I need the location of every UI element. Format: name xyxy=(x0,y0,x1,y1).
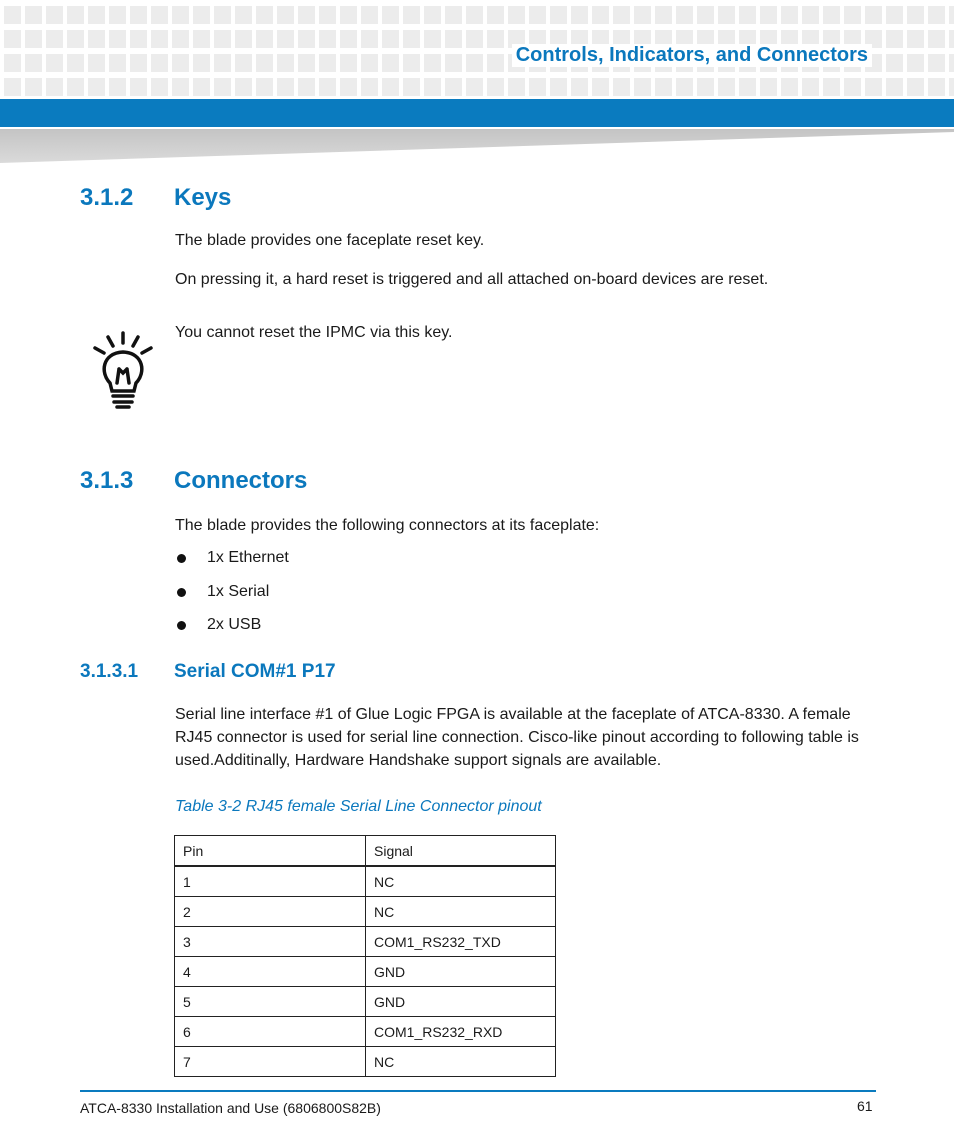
signal-cell: COM1_RS232_TXD xyxy=(366,927,556,957)
table-header-row xyxy=(175,836,556,867)
table-row xyxy=(175,1017,556,1047)
table-row xyxy=(175,897,556,927)
table-row xyxy=(175,927,556,957)
section-heading-keys xyxy=(80,184,231,212)
section-number: 3.1.2 xyxy=(80,184,134,211)
footer-document-title: ATCA-8330 Installation and Use (6806800S82B) xyxy=(80,1100,381,1116)
connectors-intro: The blade provides the following connectors at its faceplate: xyxy=(175,517,600,534)
pin-cell: 1 xyxy=(175,866,366,897)
column-header-signal: Signal xyxy=(366,836,556,867)
pin-cell: 3 xyxy=(175,927,366,957)
pin-cell: 7 xyxy=(175,1047,366,1077)
table-row xyxy=(175,957,556,987)
signal-cell: NC xyxy=(366,866,556,897)
section-heading-connectors xyxy=(80,467,307,495)
list-item-text: 1x Serial xyxy=(207,582,270,600)
header-grey-swoosh xyxy=(0,129,954,163)
keys-paragraph-1: The blade provides one faceplate reset key. xyxy=(175,232,485,249)
pin-cell: 2 xyxy=(175,897,366,927)
section-title: Keys xyxy=(174,184,232,211)
bullet-icon xyxy=(177,588,186,597)
section-title: Serial COM#1 P17 xyxy=(174,661,336,682)
list-item xyxy=(175,546,289,580)
bullet-icon xyxy=(177,621,186,630)
running-header-title: Controls, Indicators, and Connectors xyxy=(512,44,872,67)
table-row xyxy=(175,866,556,897)
list-item-text: 1x Ethernet xyxy=(207,549,289,566)
list-item xyxy=(175,613,289,647)
note-text: You cannot reset the IPMC via this key. xyxy=(175,324,453,341)
pin-cell: 4 xyxy=(175,957,366,987)
pin-cell: 5 xyxy=(175,987,366,1017)
subsection-heading-serial xyxy=(80,661,336,683)
signal-cell: NC xyxy=(366,897,556,927)
section-number: 3.1.3.1 xyxy=(80,661,139,682)
signal-cell: GND xyxy=(366,957,556,987)
signal-cell: NC xyxy=(366,1047,556,1077)
column-header-pin: Pin xyxy=(175,836,366,867)
signal-cell: GND xyxy=(366,987,556,1017)
table-row xyxy=(175,987,556,1017)
list-item xyxy=(175,580,289,614)
lightbulb-icon xyxy=(92,331,154,411)
section-number: 3.1.3 xyxy=(80,467,134,494)
keys-paragraph-2: On pressing it, a hard reset is triggered and all attached on-board devices are reset. xyxy=(175,271,769,288)
section-title: Connectors xyxy=(174,467,308,494)
footer-rule xyxy=(80,1090,876,1092)
bullet-icon xyxy=(177,554,186,563)
serial-paragraph: Serial line interface #1 of Glue Logic FPGA is available at the faceplate of ATCA-8330. A female RJ45 connector is used for serial line connection. Cisco-like pinout according to following table is used.Additinally, Hardware Handshake support signals are available. xyxy=(175,706,859,769)
signal-cell: COM1_RS232_RXD xyxy=(366,1017,556,1047)
pin-cell: 6 xyxy=(175,1017,366,1047)
table-row xyxy=(175,1047,556,1077)
table-caption: Table 3-2 RJ45 female Serial Line Connector pinout xyxy=(175,798,542,815)
list-item-text: 2x USB xyxy=(207,616,262,633)
pinout-table xyxy=(174,835,556,1077)
connector-list xyxy=(175,546,289,647)
page-number: 61 xyxy=(857,1098,873,1114)
header-blue-band xyxy=(0,99,954,127)
